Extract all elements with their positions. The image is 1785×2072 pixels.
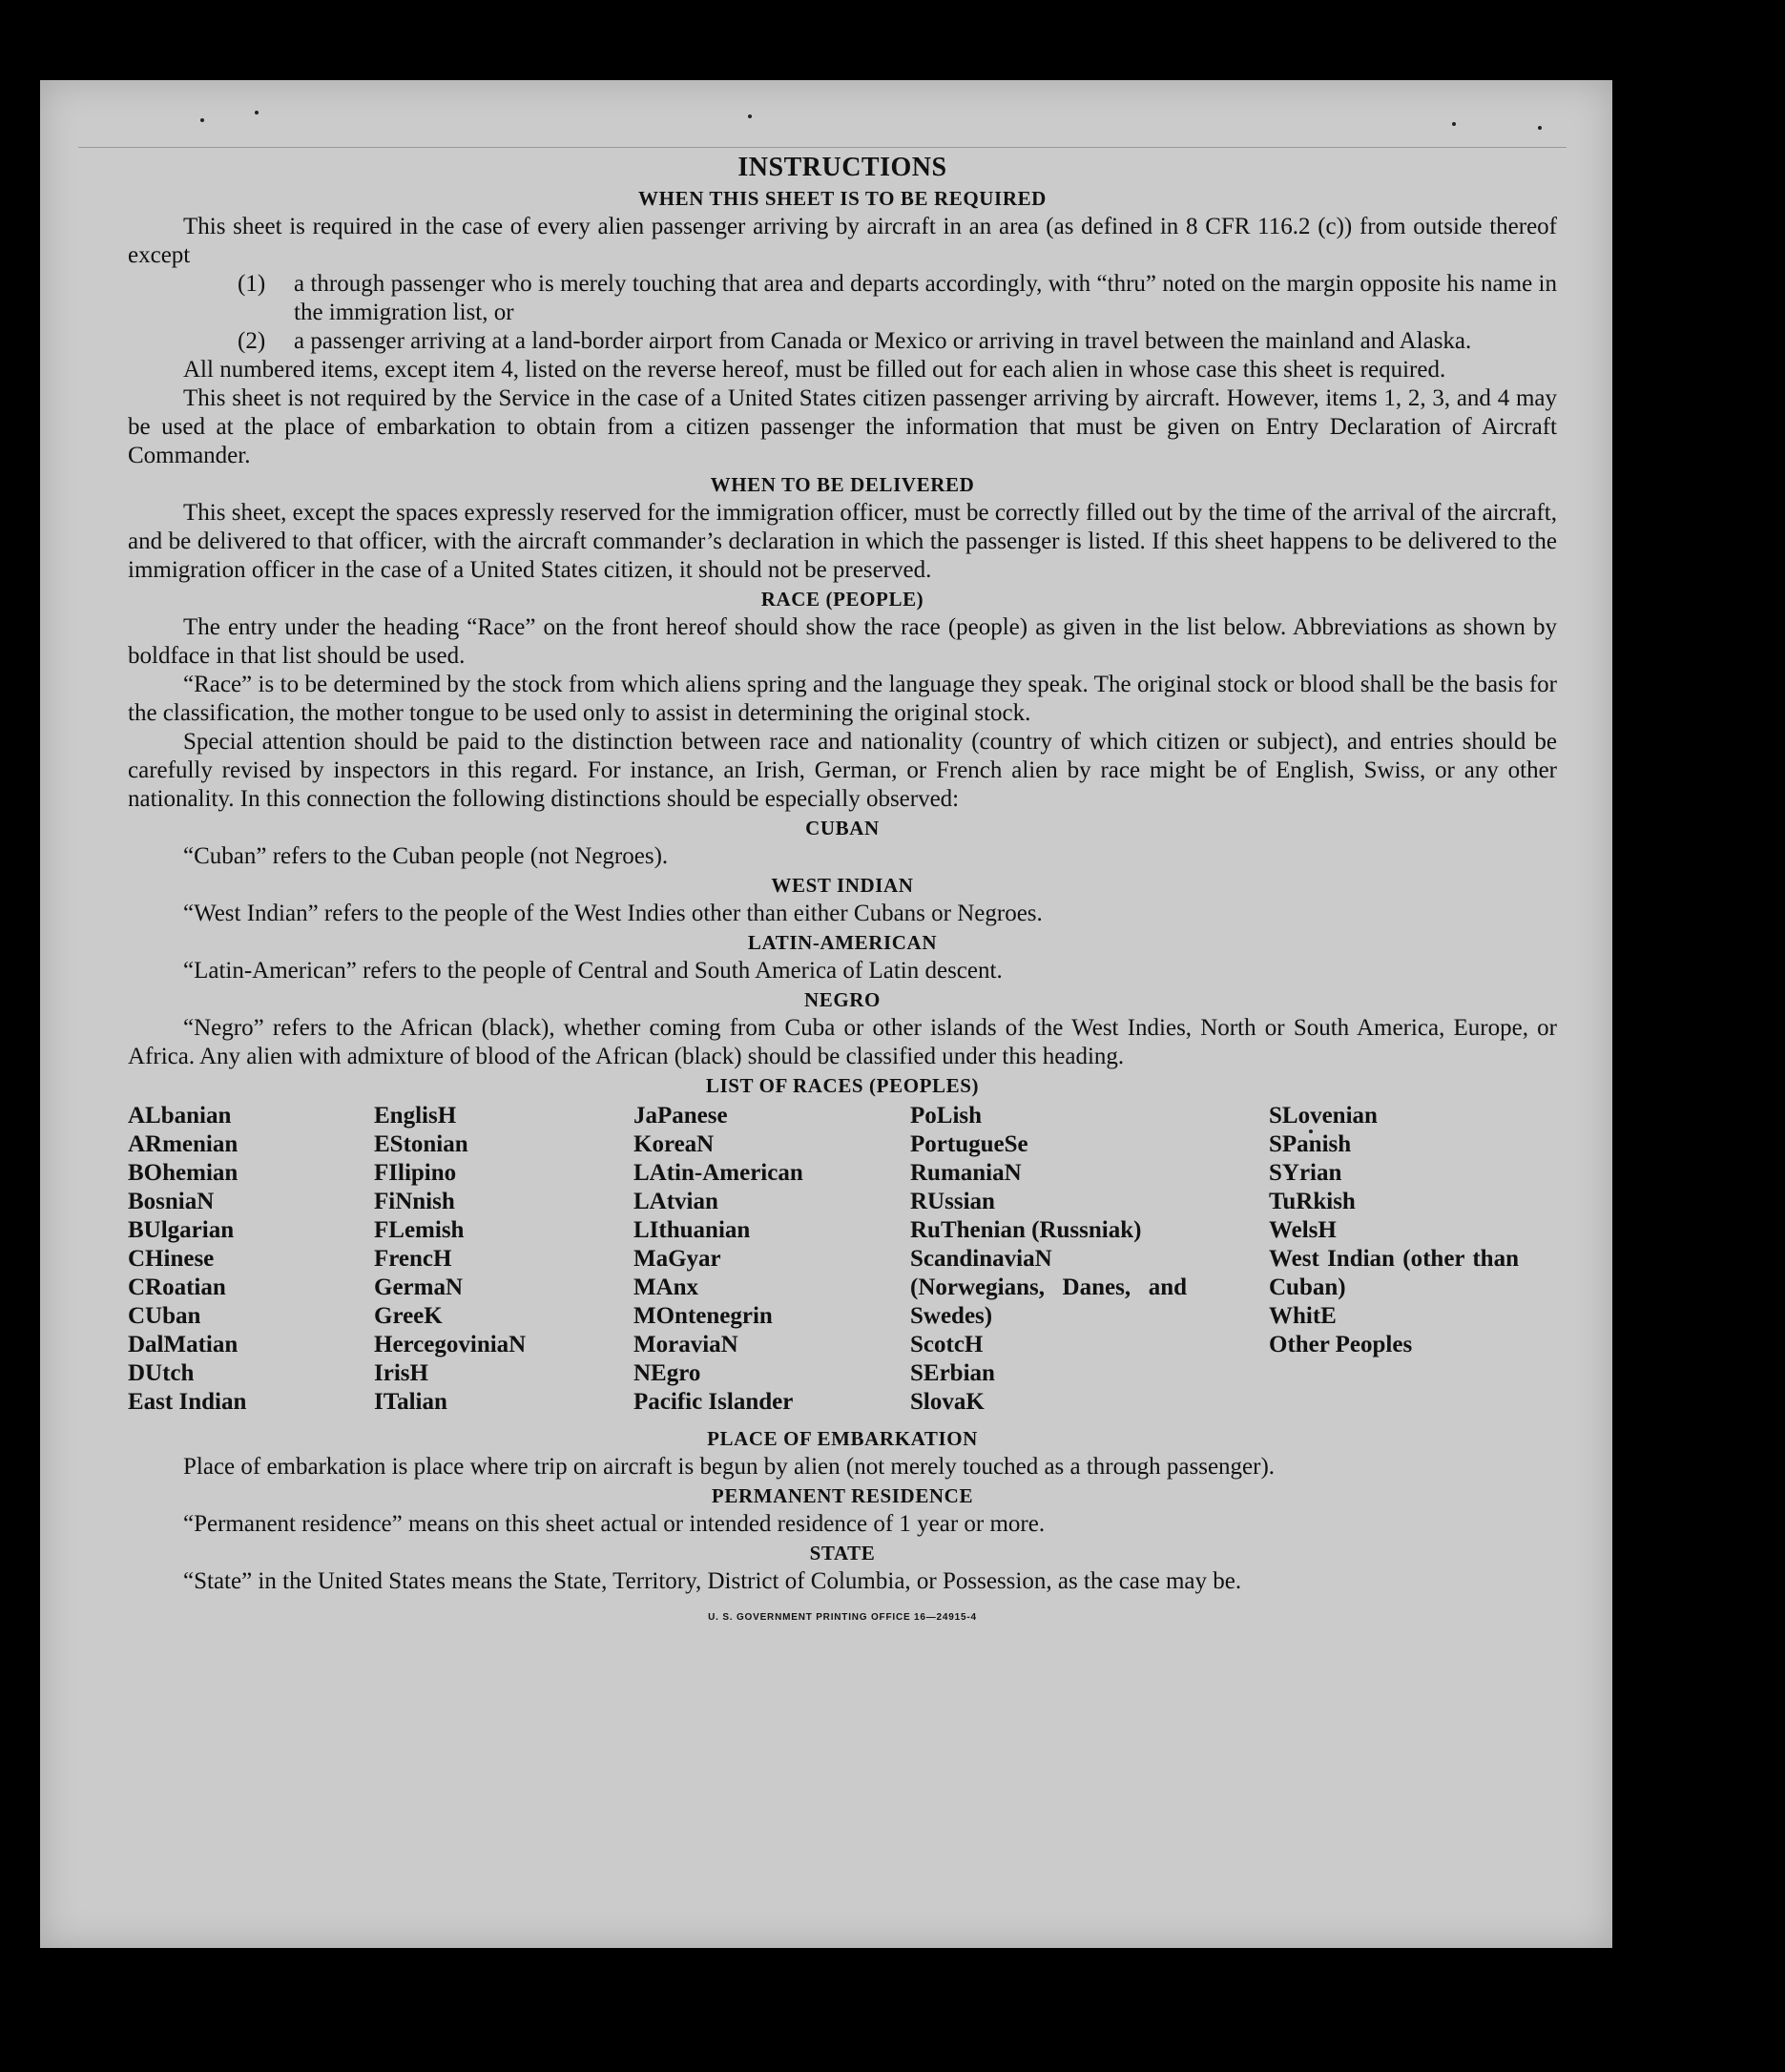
race-entry: Other Peoples xyxy=(1269,1332,1413,1357)
race-entry: MAnx xyxy=(633,1274,699,1300)
paragraph: “Latin-American” refers to the people of Central and South America of Latin descent. xyxy=(183,958,1003,984)
race-entry: East Indian xyxy=(128,1389,247,1415)
race-entry: LAtin-American xyxy=(633,1160,803,1186)
speck xyxy=(1452,122,1456,126)
race-entry: DUtch xyxy=(128,1360,195,1386)
speck xyxy=(748,114,752,118)
race-entry: MoraviaN xyxy=(633,1332,738,1357)
race-entry: HercegoviniaN xyxy=(374,1332,527,1357)
instructions-text xyxy=(128,152,1557,1632)
race-entry: SPanish xyxy=(1269,1131,1352,1157)
section-heading-embarkation: PLACE OF EMBARKATION xyxy=(707,1427,978,1450)
race-entry: FrencH xyxy=(374,1246,452,1272)
paragraph: “State” in the United States means the State, Territory, District of Columbia, or Possession, as the case may be. xyxy=(183,1568,1242,1594)
race-entry: GermaN xyxy=(374,1274,464,1300)
item-number: (1) xyxy=(238,271,266,297)
speck xyxy=(255,111,259,114)
race-entry: FLemish xyxy=(374,1217,465,1243)
races-column xyxy=(633,1102,910,1417)
race-entry: FiNnish xyxy=(374,1189,455,1214)
race-entry: KoreaN xyxy=(633,1131,715,1157)
race-entry: WelsH xyxy=(1269,1217,1337,1243)
paragraph: This sheet is not required by the Service in the case of a United States citizen passenger arriving by aircraft. However, items 1, 2, 3, and 4 may be used at the place of embarkation to obtain from a citizen passenger the information that must be given on Entry Declaration of Aircraft Commander. xyxy=(128,385,1557,468)
race-entry: PortugueSe xyxy=(910,1131,1028,1157)
race-entry: FIlipino xyxy=(374,1160,457,1186)
paragraph: This sheet is required in the case of every alien passenger arriving by aircraft in an area (as defined in 8 CFR 116.2 (c)) from outside thereof except xyxy=(128,214,1557,268)
paragraph: “Permanent residence” means on this sheet actual or intended residence of 1 year or more. xyxy=(183,1511,1046,1537)
race-entry: Pacific Islander xyxy=(633,1389,794,1415)
race-entry: ALbanian xyxy=(128,1103,232,1129)
races-column xyxy=(1269,1102,1557,1417)
race-entry: CRoatian xyxy=(128,1274,226,1300)
races-list xyxy=(128,1102,1557,1417)
race-entry: BUlgarian xyxy=(128,1217,235,1243)
race-entry: SLovenian xyxy=(1269,1103,1378,1129)
race-entry: CHinese xyxy=(128,1246,215,1272)
section-heading-west-indian: WEST INDIAN xyxy=(771,874,914,897)
race-entry: BOhemian xyxy=(128,1160,239,1186)
races-column xyxy=(374,1102,633,1417)
item-text: a through passenger who is merely touching that area and departs accordingly, with “thru” noted on the margin opposite his name in the immigration list, or xyxy=(294,271,1557,325)
race-entry: TuRkish xyxy=(1269,1189,1356,1214)
paragraph: “Race” is to be determined by the stock from which aliens spring and the language they speak. The original stock or blood shall be the basis for the classification, the mother tongue to be used only to assist in determining the original stock. xyxy=(128,672,1557,726)
race-entry: ARmenian xyxy=(128,1131,239,1157)
race-entry: PoLish xyxy=(910,1103,983,1129)
race-entry: ScotcH xyxy=(910,1332,984,1357)
paragraph: The entry under the heading “Race” on the front hereof should show the race (people) as given in the list below. Abbreviations as shown by boldface in that list should be used. xyxy=(128,614,1557,669)
race-entry: JaPanese xyxy=(633,1103,728,1129)
race-entry: RUssian xyxy=(910,1189,995,1214)
list-item xyxy=(128,270,1557,327)
paragraph: “West Indian” refers to the people of the West Indies other than either Cubans or Negroes. xyxy=(183,901,1043,926)
speck xyxy=(1538,126,1542,130)
speck xyxy=(200,118,204,122)
races-column xyxy=(910,1102,1269,1417)
race-entry: MaGyar xyxy=(633,1246,721,1272)
section-heading-latin-american: LATIN-AMERICAN xyxy=(747,931,938,954)
section-heading-race: RACE (PEOPLE) xyxy=(760,588,924,611)
printer-imprint: U. S. GOVERNMENT PRINTING OFFICE 16—24915-4 xyxy=(708,1612,977,1623)
paragraph: This sheet, except the spaces expressly reserved for the immigration officer, must be correctly filled out by the time of the arrival of the aircraft, and be delivered to that officer, with the aircraft commander’s declaration in which the passenger is listed. If this sheet happens to be delivered to the immigration officer in the case of a United States citizen, it should not be preserved. xyxy=(128,500,1557,583)
paragraph: “Cuban” refers to the Cuban people (not Negroes). xyxy=(183,843,669,869)
section-heading-cuban: CUBAN xyxy=(805,817,880,839)
race-entry: West Indian (other than Cuban) xyxy=(1269,1246,1519,1300)
section-heading-residence: PERMANENT RESIDENCE xyxy=(711,1484,974,1507)
race-entry: CUban xyxy=(128,1303,201,1329)
paragraph: “Negro” refers to the African (black), whether coming from Cuba or other islands of the West Indies, North or South America, Europe, or Africa. Any alien with admixture of blood of the African (black) should be classified under this heading. xyxy=(128,1015,1557,1069)
document-sheet xyxy=(40,80,1612,1948)
race-entry: GreeK xyxy=(374,1303,443,1329)
race-entry: ITalian xyxy=(374,1389,447,1415)
section-heading-state: STATE xyxy=(809,1542,876,1564)
race-entry: EnglisH xyxy=(374,1103,457,1129)
paragraph: Special attention should be paid to the distinction between race and nationality (country of which citizen or subject), and entries should be carefully revised by inspectors in this regard. For instance, an Irish, German, or French alien by race might be of English, Swiss, or any other nationality. In this connection the following distinctions should be especially observed: xyxy=(128,729,1557,812)
race-entry: SErbian xyxy=(910,1360,995,1386)
race-entry: ScandinaviaN (Norwegians, Danes, and Swedes) xyxy=(910,1246,1187,1329)
race-entry: NEgro xyxy=(633,1360,701,1386)
races-column xyxy=(128,1102,374,1417)
race-entry: DalMatian xyxy=(128,1332,239,1357)
race-entry: WhitE xyxy=(1269,1303,1337,1329)
race-entry: RuThenian (Russniak) xyxy=(910,1217,1142,1243)
race-entry: RumaniaN xyxy=(910,1160,1022,1186)
race-entry: SYrian xyxy=(1269,1160,1342,1186)
page-title: INSTRUCTIONS xyxy=(737,153,947,182)
race-entry: LAtvian xyxy=(633,1189,718,1214)
item-text: a passenger arriving at a land-border airport from Canada or Mexico or arriving in travel between the mainland and Alaska. xyxy=(294,328,1472,354)
race-entry: IrisH xyxy=(374,1360,428,1386)
race-entry: EStonian xyxy=(374,1131,468,1157)
item-number: (2) xyxy=(238,328,266,354)
paragraph: All numbered items, except item 4, listed on the reverse hereof, must be filled out for each alien in whose case this sheet is required. xyxy=(183,357,1446,383)
race-entry: LIthuanian xyxy=(633,1217,751,1243)
section-heading-delivered: WHEN TO BE DELIVERED xyxy=(710,473,975,496)
paragraph: Place of embarkation is place where trip on aircraft is begun by alien (not merely touched as a through passenger). xyxy=(183,1454,1276,1480)
list-item xyxy=(128,327,1557,356)
faint-rule xyxy=(78,147,1567,148)
section-heading-negro: NEGRO xyxy=(803,988,881,1011)
race-entry: BosniaN xyxy=(128,1189,215,1214)
section-heading-required: WHEN THIS SHEET IS TO BE REQUIRED xyxy=(638,187,1047,210)
race-entry: MOntenegrin xyxy=(633,1303,773,1329)
race-entry: SlovaK xyxy=(910,1389,985,1415)
section-heading-races-list: LIST OF RACES (PEOPLES) xyxy=(705,1074,980,1097)
